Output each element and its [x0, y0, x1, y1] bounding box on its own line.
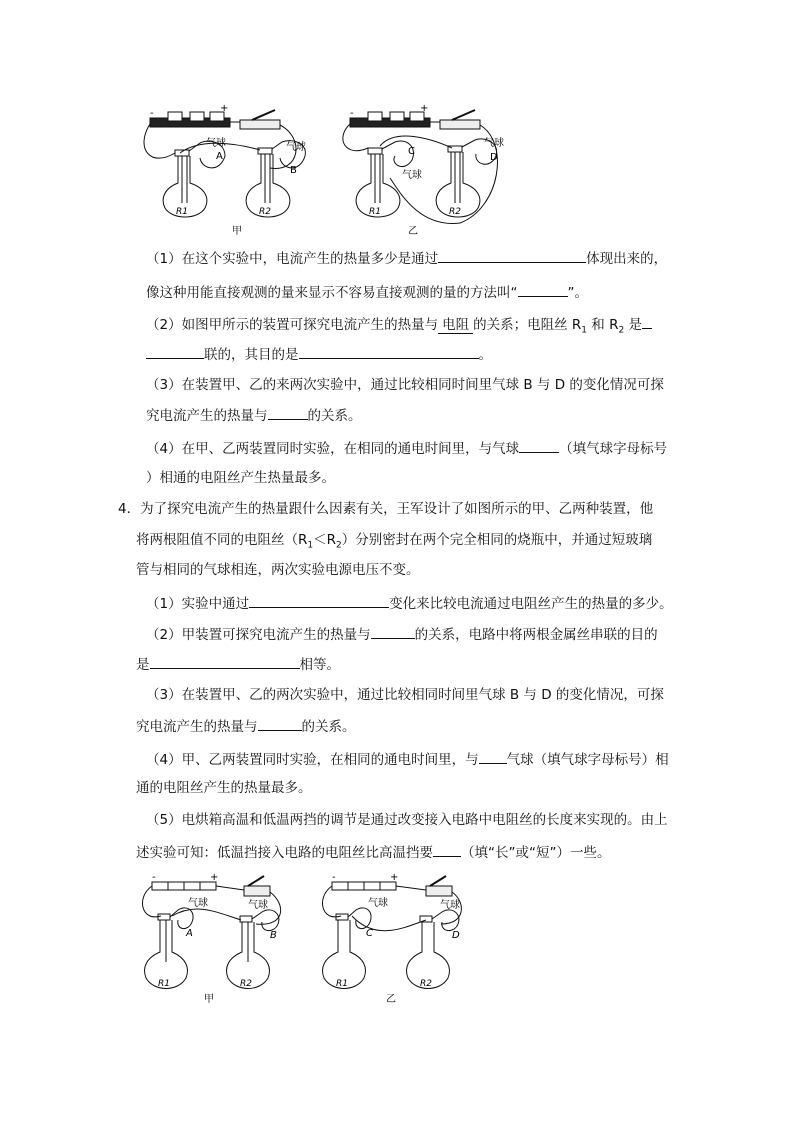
q4-intro-2c: ）分别密封在两个完全相同的烧瓶中，并通过短玻璃 [341, 532, 653, 548]
fig2-minus-sign: - [152, 872, 156, 883]
q4-p4-text-a: （4）甲、乙两装置同时实验，在相同的通电时间里，与 [146, 752, 479, 768]
fig2-balloon-c: C [366, 928, 373, 939]
q3-p2-sub2: 2 [618, 325, 625, 336]
q4-p2-blank-a[interactable] [371, 624, 415, 639]
figure-2-circuit [136, 872, 476, 1007]
q3-p4-text-b: （填气球字母标号 [559, 441, 668, 457]
fig1-yi-plus-sign: + [420, 103, 429, 114]
q4-intro-line3 [136, 561, 420, 579]
fig1-balloon-label-d-text: 气球 [484, 138, 504, 149]
q3-p4-blank[interactable] [519, 438, 559, 453]
q3-p3-text-b: 究电流产生的热量与 [146, 408, 268, 424]
q3-part2-line1 [146, 314, 652, 334]
fig2-balloon-label-d-text: 气球 [440, 900, 460, 911]
fig2-balloon-label-a-text: 气球 [188, 898, 208, 909]
q3-p2-text-d: 是 [624, 317, 642, 333]
q4-p1-text-a: （1）实验中通过 [146, 596, 250, 612]
fig1-label-yi: 乙 [408, 226, 418, 237]
q4-part5-line2 [136, 842, 610, 862]
q4-number: 4． [118, 501, 141, 517]
fig2-yi-minus-sign: - [332, 872, 336, 883]
fig2-plus-sign: + [210, 872, 219, 883]
fig2-yi-plus-sign: + [390, 872, 399, 883]
q3-part4-line2 [146, 469, 335, 487]
q3-p4-text-a: （4）在甲、乙两装置同时实验，在相同的通电时间里，与气球 [146, 441, 520, 457]
fig1-r2: R2 [259, 207, 271, 217]
fig2-yi-r2: R2 [420, 979, 432, 989]
q3-part3-line1 [146, 376, 664, 394]
q3-p2-text-a: （2）如图甲所示的装置可探究电流产生的热量与 [146, 317, 439, 333]
fig1-yi-r2: R2 [449, 207, 461, 217]
q3-p2-sub1: 1 [581, 325, 587, 336]
q3-p1-text-c: 像这种用能直接观测的量来显示不容易直接观测的量的方法叫“ [146, 285, 518, 301]
fig2-balloon-a: A [186, 928, 193, 939]
q3-p1-text-a: （1）在这个实验中，电流产生的热量多少是通过 [146, 251, 439, 267]
q4-intro-sub1: 1 [307, 540, 314, 551]
q3-p1-blank[interactable] [438, 248, 586, 263]
q4-intro-line1 [118, 500, 653, 518]
q4-p2-blank-b[interactable] [150, 654, 300, 669]
q4-p1-text-b: 变化来比较电流通过电阻丝产生的热量的多少。 [389, 596, 673, 612]
q4-intro-2a: 将两根阻值不同的电阻丝（R [136, 532, 308, 548]
fig2-balloon-label-b-text: 气球 [248, 900, 268, 911]
q3-part2-line2 [146, 344, 492, 364]
q3-p2-text-f: 。 [478, 347, 492, 363]
q4-p5-text-b: 述实验可知：低温挡接入电路的电阻丝比高温挡要 [136, 845, 433, 861]
q4-p4-blank[interactable] [479, 749, 507, 764]
q4-p3-blank[interactable] [258, 716, 302, 731]
q4-p5-text-c: （填“长”或“短”）一些。 [461, 845, 611, 861]
q3-part4-line1 [146, 438, 667, 458]
fig2-balloon-label-c-text: 气球 [368, 898, 388, 909]
q4-p5-text-a: （5）电烘箱高温和低温两挡的调节是通过改变接入电路中电阻丝的长度来实现的。由上 [146, 812, 668, 828]
q3-p2-answer: 电阻 [438, 318, 473, 334]
fig2-r2: R2 [240, 979, 252, 989]
q4-part4-line1 [146, 749, 669, 769]
q4-p4-text-c: 通的电阻丝产生的热量最多。 [136, 780, 312, 796]
q4-part2-line1 [146, 624, 658, 644]
fig1-minus-sign: - [150, 108, 154, 119]
q3-p3-blank[interactable] [268, 405, 308, 420]
q4-p5-blank[interactable] [433, 842, 461, 857]
q3-part1-line2 [146, 282, 588, 302]
q4-intro-sub2: 2 [336, 540, 342, 551]
q4-p3-text-a: （3）在装置甲、乙的两次实验中，通过比较相同时间里气球 B 与 D 的变化情况，可探 [146, 687, 664, 703]
q3-p2-blank-a[interactable] [642, 314, 652, 329]
q4-intro-2b: ＜R [313, 532, 337, 548]
q4-intro-3: 管与相同的气球相连，两次实验电源电压不变。 [136, 562, 420, 578]
q3-p2-text-e: 联的，其目的是 [204, 347, 299, 363]
q3-p1-text-d: ”。 [567, 285, 588, 301]
q4-p2-text-a: （2）甲装置可探究电流产生的热量与 [146, 627, 371, 643]
q3-p3-text-a: （3）在装置甲、乙的来两次实验中，通过比较相同时间里气球 B 与 D 的变化情况可探 [146, 377, 664, 393]
fig1-balloon-a: A [216, 151, 223, 162]
q4-part3-line2 [136, 716, 356, 736]
q4-part1 [146, 593, 673, 613]
fig1-yi-r1: R1 [369, 207, 381, 217]
q4-p3-text-b: 究电流产生的热量与 [136, 719, 258, 735]
q3-p1-method-blank[interactable] [518, 282, 568, 297]
q3-p2-text-b: 的关系；电阻丝 R [473, 317, 582, 333]
q3-p1-text-b: 体现出来的， [586, 251, 668, 267]
q4-intro-1: 为了探究电流产生的热量跟什么因素有关，王军设计了如图所示的甲、乙两种装置，他 [140, 501, 654, 517]
fig1-label-jia: 甲 [232, 226, 242, 237]
fig2-yi-r1: R1 [336, 979, 348, 989]
q4-intro-line2 [136, 531, 652, 549]
fig2-label-jia: 甲 [204, 994, 214, 1005]
q4-p2-text-c: 是 [136, 657, 150, 673]
fig1-balloon-d: D [490, 152, 498, 163]
q4-p3-text-c: 的关系。 [301, 719, 356, 735]
figure-1-circuit [140, 98, 540, 238]
fig1-r1: R1 [176, 207, 188, 217]
q4-p4-text-b: 气球（填气球字母标号）相 [506, 752, 669, 768]
fig1-balloon-b: B [290, 165, 297, 176]
q3-part1-line1 [146, 248, 667, 268]
fig2-balloon-d: D [452, 930, 460, 941]
q4-part2-line2 [136, 654, 340, 674]
q3-p2-text-c: 和 R [587, 317, 619, 333]
fig1-plus-sign: + [220, 103, 229, 114]
q4-part4-line2 [136, 779, 312, 797]
fig1-yi-minus-sign: - [350, 108, 354, 119]
q3-p3-text-c: 的关系。 [307, 408, 362, 424]
fig2-balloon-b: B [270, 930, 277, 941]
fig1-balloon-label-a-text: 气球 [206, 138, 226, 149]
q3-part3-line2 [146, 405, 362, 425]
q4-p1-blank[interactable] [249, 593, 389, 608]
q4-p2-text-b: 的关系，电路中将两根金属丝串联的目的 [414, 627, 658, 643]
q3-p2-purpose-blank[interactable] [299, 344, 479, 359]
q3-p4-text-c: ）相通的电阻丝产生热量最多。 [146, 470, 335, 486]
q3-p2-connection-blank[interactable] [146, 344, 204, 359]
fig2-r1: R1 [158, 979, 170, 989]
q4-part5-line1 [146, 811, 668, 829]
fig1-balloon-c: C [408, 146, 415, 157]
q4-part3-line1 [146, 686, 664, 704]
q4-p2-text-d: 相等。 [299, 657, 340, 673]
fig2-label-yi: 乙 [386, 994, 396, 1005]
fig1-balloon-label-c-text: 气球 [402, 170, 422, 181]
fig1-balloon-label-b-text: 气球 [286, 142, 306, 153]
